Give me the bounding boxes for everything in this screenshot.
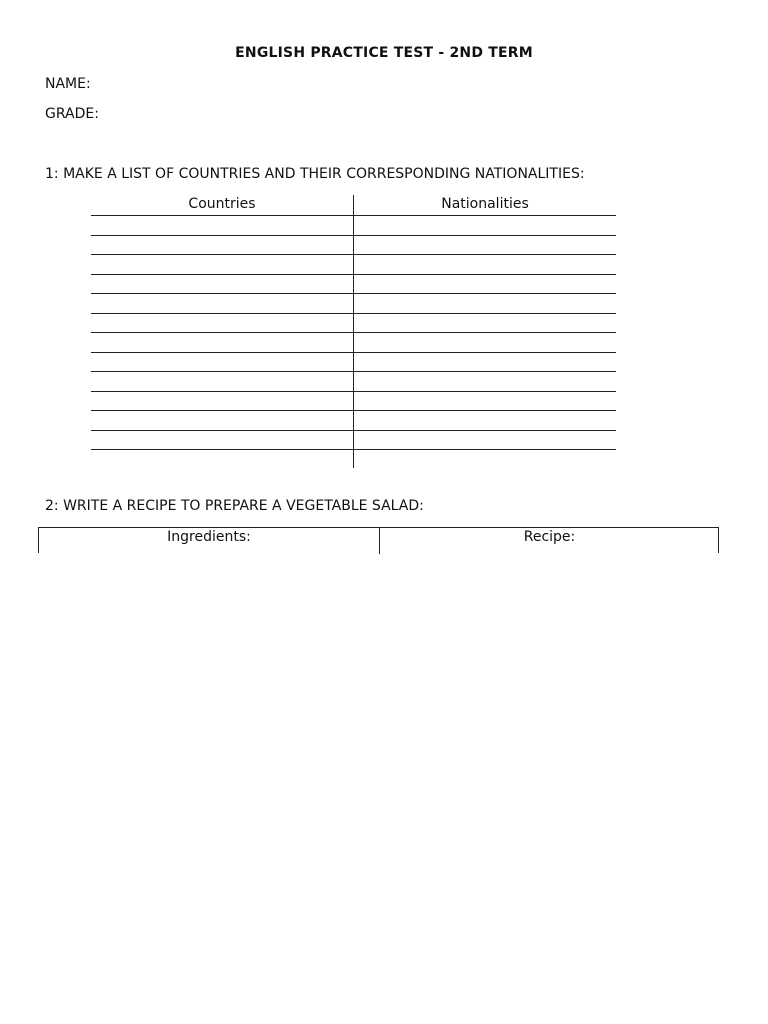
- question-1-text: 1: MAKE A LIST OF COUNTRIES AND THEIR CORRESPONDING NATIONALITIES:: [45, 166, 585, 182]
- question-2-text: 2: WRITE A RECIPE TO PREPARE A VEGETABLE SALAD:: [45, 498, 424, 514]
- header-underline: [91, 215, 616, 216]
- countries-nationalities-table: [91, 195, 616, 468]
- table-row: [91, 391, 616, 392]
- table-row: [91, 332, 616, 333]
- column-divider: [379, 528, 380, 554]
- table-row: [91, 313, 616, 314]
- name-label: NAME:: [45, 76, 91, 92]
- table-row: [91, 410, 616, 411]
- table-row: [91, 274, 616, 275]
- ingredients-recipe-table: [38, 527, 719, 553]
- table-row: [91, 254, 616, 255]
- table-row: [91, 449, 616, 450]
- nationalities-header: Nationalities: [441, 196, 529, 212]
- countries-header: Countries: [188, 196, 256, 212]
- page-title: ENGLISH PRACTICE TEST - 2ND TERM: [235, 45, 533, 61]
- table-row: [91, 352, 616, 353]
- grade-label: GRADE:: [45, 106, 99, 122]
- ingredients-header: Ingredients:: [167, 529, 251, 545]
- table-row: [91, 430, 616, 431]
- recipe-header: Recipe:: [523, 529, 576, 545]
- table-row: [91, 371, 616, 372]
- table-row: [91, 235, 616, 236]
- table-row: [91, 293, 616, 294]
